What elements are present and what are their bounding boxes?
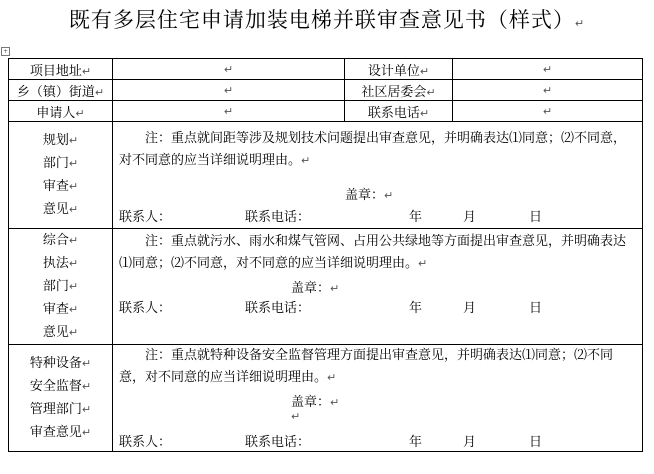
note-text: 注：重点就间距等涉及规划技术问题提出审查意见，并明确表达⑴同意；⑵不同意，对不同意的应当详细说明理由。↵ [119, 131, 627, 168]
community-field[interactable]: ↵ [453, 80, 643, 101]
label-project-address: 项目地址↵ [9, 59, 113, 80]
contact-phone-field[interactable]: ↵ [453, 101, 643, 122]
label-street: 乡（镇）街道↵ [9, 80, 113, 101]
table-anchor-icon[interactable]: + [2, 48, 9, 55]
contact-phone-label: 联系电话： [245, 300, 311, 316]
seal-label: 盖章：↵ [291, 395, 340, 410]
applicant-field[interactable]: ↵ [113, 101, 345, 122]
section-label-special-equipment: 特种设备↵ 安全监督↵ 管理部门↵ 审查意见↵ [9, 345, 113, 452]
title-text: 既有多层住宅申请加装电梯并联审查意见书（样式） [68, 8, 575, 32]
section-label-enforcement: 综合↵ 执法↵ 部门↵ 审查↵ 意见↵ [9, 229, 113, 345]
seal-label: 盖章：↵ [291, 280, 340, 296]
info-row-project [9, 59, 643, 80]
design-unit-field[interactable]: ↵ [453, 59, 643, 80]
review-form-table [8, 58, 643, 452]
contact-person-label: 联系人： [119, 210, 172, 225]
day-label: 日 [529, 210, 543, 225]
note-text: 注：重点就特种设备安全监督管理方面提出审查意见，并明确表达⑴同意；⑵不同意，对不同意的应当详细说明理由。↵ [119, 348, 614, 385]
day-label: 日 [529, 435, 543, 450]
day-label: 日 [529, 300, 543, 316]
project-address-field[interactable]: ↵ [113, 59, 345, 80]
street-field[interactable]: ↵ [113, 80, 345, 101]
section-enforcement [9, 229, 643, 345]
section-special-equipment [9, 345, 643, 452]
contact-phone-label: 联系电话： [245, 435, 311, 450]
empty-paragraph: ↵ [291, 410, 301, 423]
section-planning [9, 122, 643, 229]
note-text: 注：重点就污水、雨水和煤气管网、占用公共绿地等方面提出审查意见，并明确表达⑴同意；⑵不同意，对不同意的应当详细说明理由。↵ [119, 233, 627, 271]
paragraph-mark: ↵ [574, 17, 586, 30]
seal-label: 盖章：↵ [345, 188, 394, 203]
label-design-unit: 设计单位↵ [345, 59, 453, 80]
label-applicant: 申请人↵ [9, 101, 113, 122]
info-row-street [9, 80, 643, 101]
page-title [0, 4, 654, 34]
opinion-area-special-equipment[interactable] [113, 345, 643, 452]
month-label: 月 [463, 435, 477, 450]
section-label-planning: 规划↵ 部门↵ 审查↵ 意见↵ [9, 122, 113, 229]
label-community: 社区居委会↵ [345, 80, 453, 101]
opinion-area-planning[interactable] [113, 122, 643, 229]
opinion-area-enforcement[interactable] [113, 229, 643, 345]
year-label: 年 [409, 300, 423, 316]
info-row-applicant [9, 101, 643, 122]
month-label: 月 [463, 300, 477, 316]
contact-phone-label: 联系电话： [245, 210, 311, 225]
year-label: 年 [409, 210, 423, 225]
contact-person-label: 联系人： [119, 435, 172, 450]
year-label: 年 [409, 435, 423, 450]
label-contact-phone: 联系电话↵ [345, 101, 453, 122]
contact-person-label: 联系人： [119, 300, 172, 316]
month-label: 月 [463, 210, 477, 225]
